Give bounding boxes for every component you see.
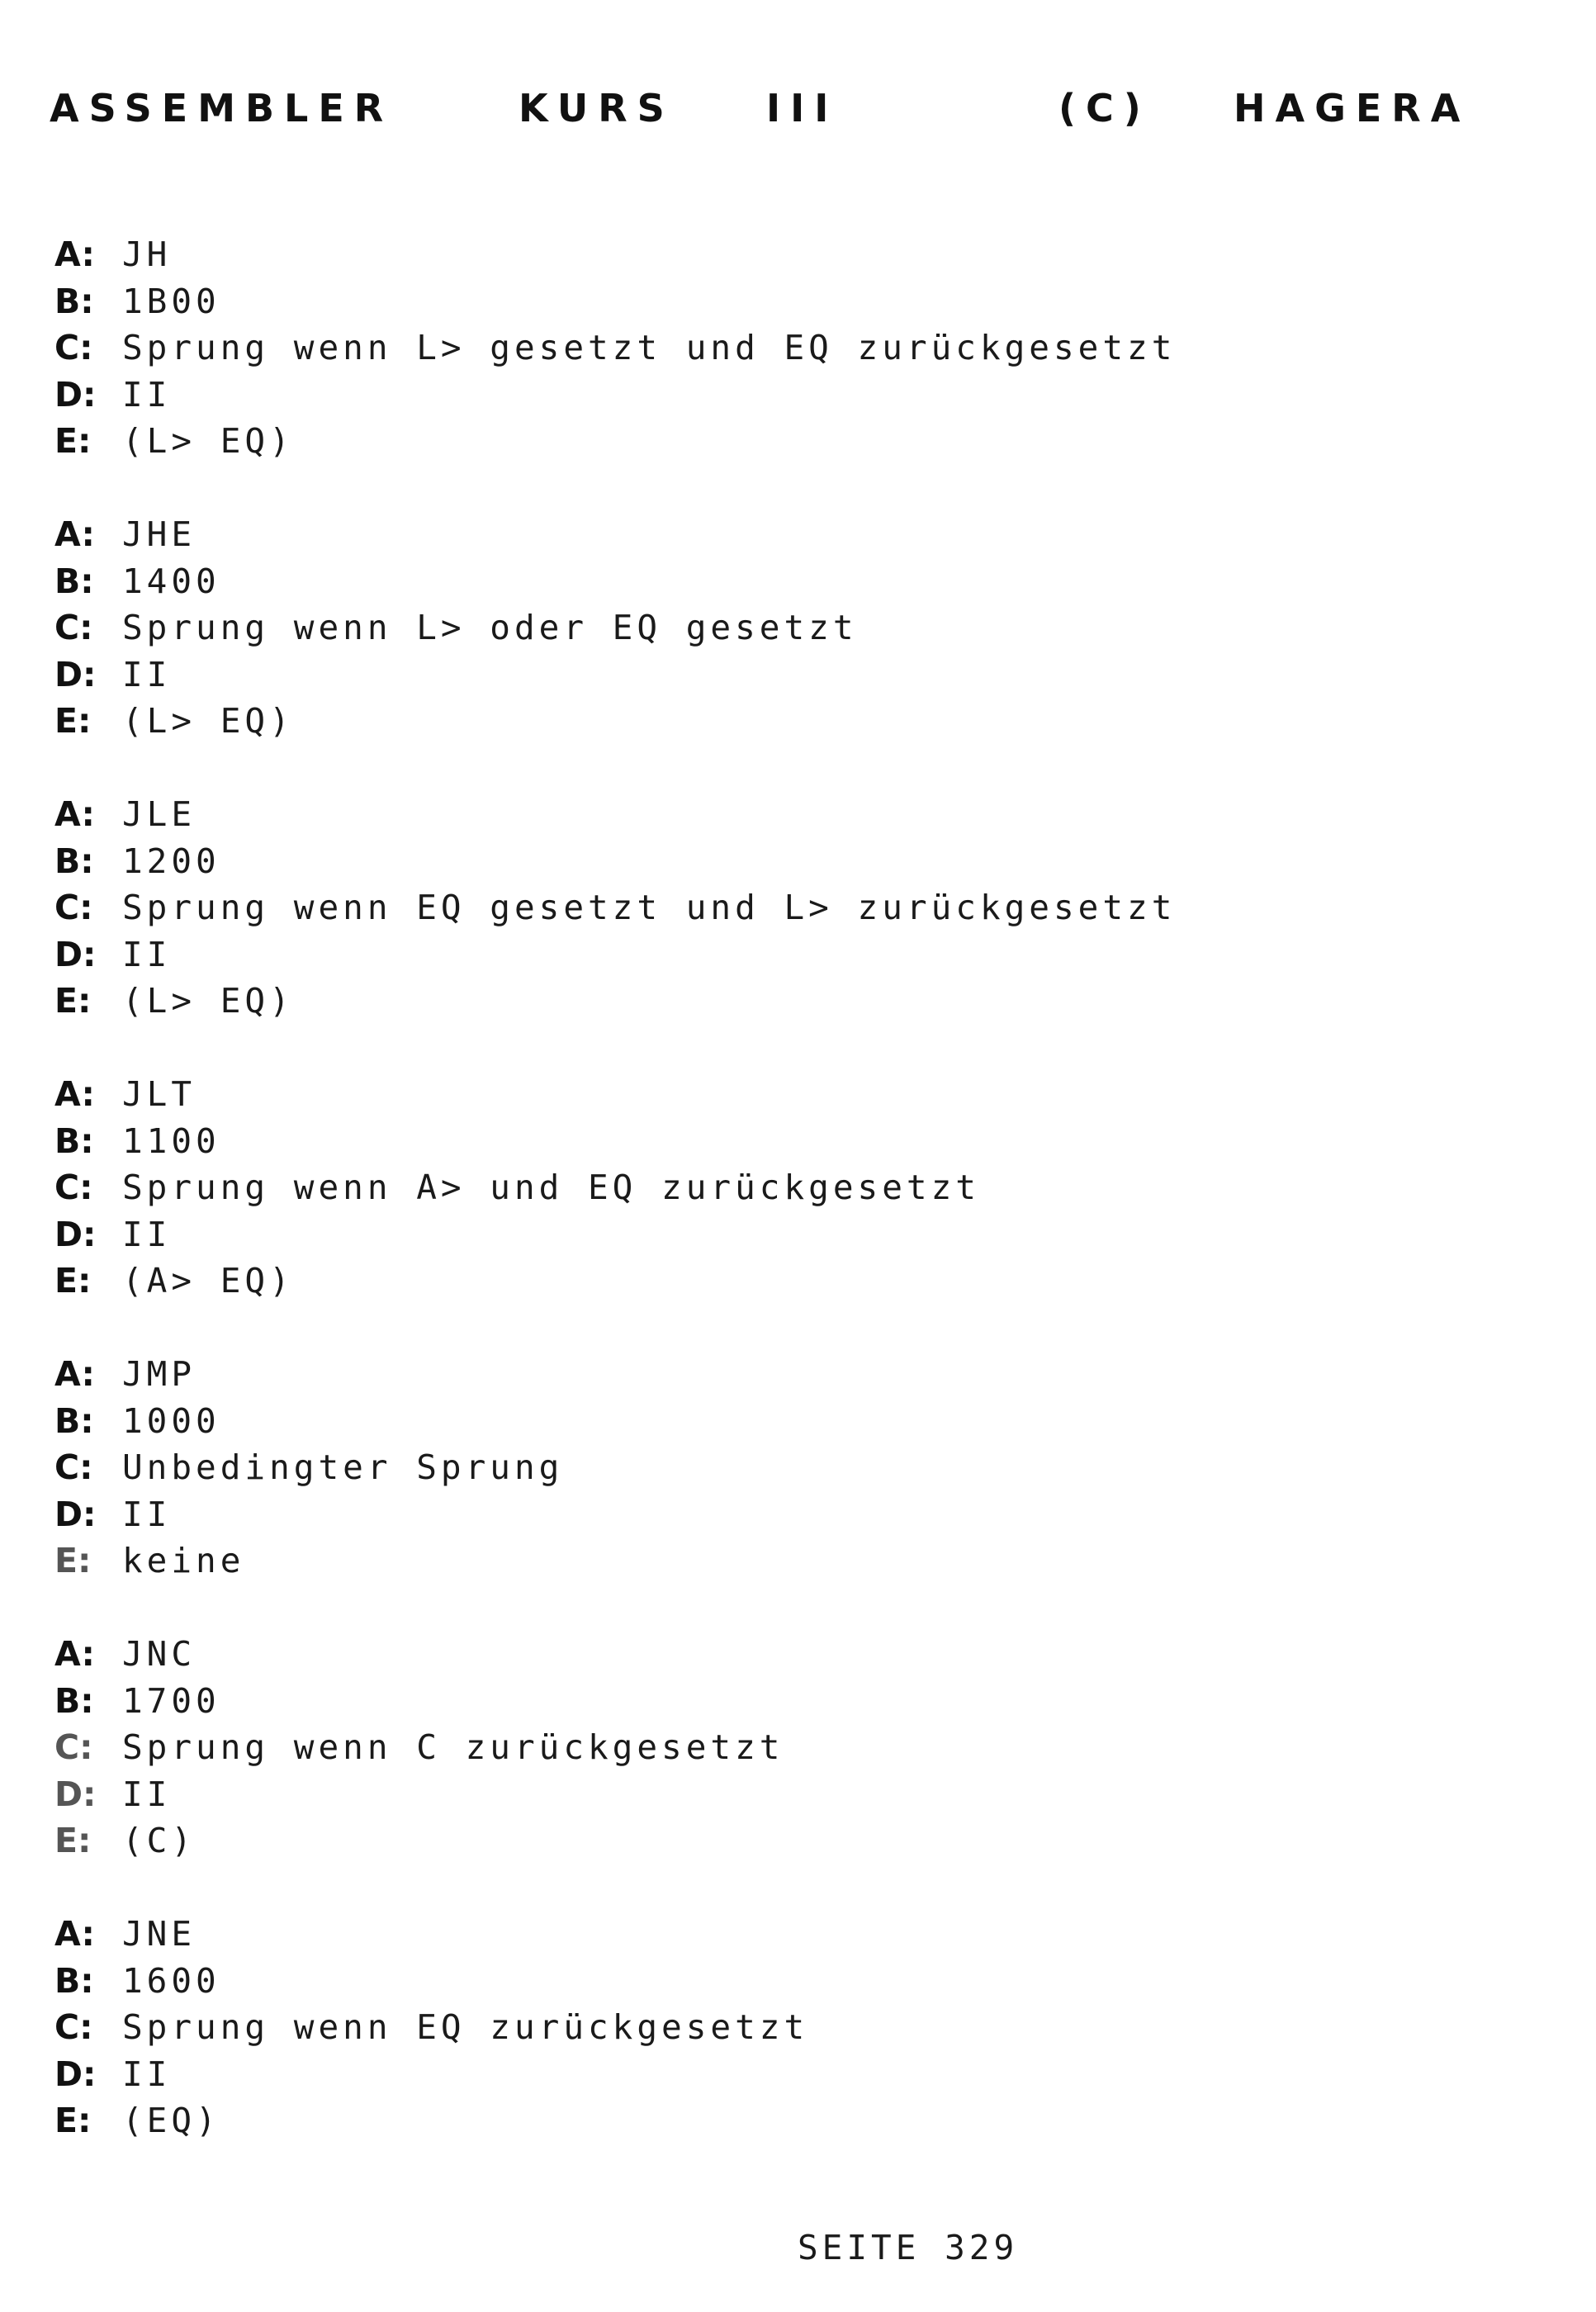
field-label-c: C:: [54, 888, 93, 928]
entry-opcode: 1400: [122, 561, 220, 601]
field-label-d: D:: [54, 1494, 97, 1534]
entry-format: II: [122, 1774, 172, 1814]
entry-description-line: [54, 1164, 1458, 1211]
entry-mnemonic-line: [54, 1351, 1458, 1398]
entry-status-bits: (A> EQ): [122, 1261, 294, 1301]
entry-format-line: [54, 931, 1458, 978]
field-label-a: A:: [54, 1354, 95, 1394]
entry-status-line: [54, 1258, 1458, 1305]
field-label-e: E:: [54, 701, 92, 741]
entry-description-line: [54, 1724, 1458, 1771]
field-label-b: B:: [54, 1960, 94, 2001]
field-label-d: D:: [54, 654, 97, 694]
entry-description: Sprung wenn C zurückgesetzt: [122, 1727, 784, 1768]
instruction-entry-jh: [54, 231, 1458, 511]
field-label-a: A:: [54, 794, 95, 834]
entry-opcode: 1600: [122, 1960, 220, 2001]
entry-description-line: [54, 1444, 1458, 1491]
entry-opcode-line: [54, 1398, 1458, 1445]
header-copyright: (C): [1058, 86, 1151, 130]
field-label-d: D:: [54, 374, 97, 415]
instruction-entry-jhe: [54, 511, 1458, 791]
entry-format-line: [54, 1491, 1458, 1538]
field-label-e: E:: [54, 981, 92, 1021]
field-label-b: B:: [54, 561, 94, 601]
entry-description: Sprung wenn L> oder EQ gesetzt: [122, 608, 858, 648]
field-label-b: B:: [54, 841, 94, 881]
entry-format-line: [54, 1771, 1458, 1818]
entry-opcode-line: [54, 1118, 1458, 1165]
field-label-a: A:: [54, 1074, 95, 1114]
field-label-b: B:: [54, 1120, 94, 1161]
entry-status-bits: (C): [122, 1821, 197, 1861]
field-label-c: C:: [54, 2007, 93, 2048]
entry-format-line: [54, 2051, 1458, 2098]
entry-description-line: [54, 604, 1458, 651]
entry-format: II: [122, 2054, 172, 2094]
entry-opcode-line: [54, 558, 1458, 605]
entry-mnemonic-line: [54, 1631, 1458, 1678]
field-label-a: A:: [54, 1914, 95, 1954]
field-label-c: C:: [54, 1727, 93, 1768]
entry-format: II: [122, 654, 172, 694]
field-label-e: E:: [54, 421, 92, 462]
field-label-d: D:: [54, 1214, 97, 1254]
field-label-d: D:: [54, 934, 97, 974]
entry-status-bits: (L> EQ): [122, 421, 294, 462]
entry-format: II: [122, 374, 172, 415]
entry-mnemonic-line: [54, 1911, 1458, 1958]
field-label-a: A:: [54, 514, 95, 554]
entry-status-line: [54, 1537, 1458, 1585]
entry-opcode: 1B00: [122, 281, 220, 321]
field-label-b: B:: [54, 281, 94, 321]
header-course-number: III: [766, 86, 839, 130]
entry-mnemonic: JLE: [122, 794, 197, 834]
entry-description-line: [54, 884, 1458, 931]
entry-status-line: [54, 2097, 1458, 2144]
entry-opcode: 1700: [122, 1680, 220, 1721]
entry-mnemonic-line: [54, 1071, 1458, 1118]
header-author: HAGERA: [1234, 86, 1470, 130]
entry-format-line: [54, 651, 1458, 699]
entry-format: II: [122, 1214, 172, 1254]
entry-format: II: [122, 934, 172, 974]
entry-status-bits: (EQ): [122, 2101, 220, 2141]
field-label-c: C:: [54, 1168, 93, 1208]
instruction-entry-jnc: [54, 1631, 1458, 1911]
entry-mnemonic: JLT: [122, 1074, 197, 1114]
entry-mnemonic: JHE: [122, 514, 197, 554]
instruction-entry-jlt: [54, 1071, 1458, 1351]
entry-opcode: 1200: [122, 841, 220, 881]
entry-mnemonic: JNC: [122, 1634, 197, 1674]
field-label-c: C:: [54, 608, 93, 648]
entry-status-line: [54, 418, 1458, 465]
field-label-a: A:: [54, 1634, 95, 1674]
entry-status-bits: keine: [122, 1541, 245, 1581]
instruction-entry-jmp: [54, 1351, 1458, 1631]
entry-mnemonic: JMP: [122, 1354, 197, 1394]
entry-mnemonic: JNE: [122, 1914, 197, 1954]
field-label-d: D:: [54, 1774, 97, 1814]
entry-format: II: [122, 1494, 172, 1534]
field-label-e: E:: [54, 1261, 92, 1301]
entry-description: Sprung wenn EQ zurückgesetzt: [122, 2007, 809, 2048]
entry-status-line: [54, 1817, 1458, 1864]
entry-opcode-line: [54, 1958, 1458, 2005]
entry-mnemonic-line: [54, 791, 1458, 838]
entry-description: Sprung wenn EQ gesetzt und L> zurückgesetzt: [122, 888, 1177, 928]
page-number: SEITE 329: [798, 2228, 1019, 2267]
entry-mnemonic: JH: [122, 235, 172, 274]
entry-opcode-line: [54, 278, 1458, 325]
field-label-b: B:: [54, 1680, 94, 1721]
entry-opcode: 1000: [122, 1400, 220, 1441]
field-label-e: E:: [54, 1821, 92, 1861]
entry-status-line: [54, 978, 1458, 1025]
entry-mnemonic-line: [54, 511, 1458, 558]
field-label-c: C:: [54, 328, 93, 368]
instruction-entry-jle: [54, 791, 1458, 1071]
instruction-list: [54, 231, 1458, 2191]
instruction-entry-jne: [54, 1911, 1458, 2191]
field-label-a: A:: [54, 235, 95, 274]
entry-opcode-line: [54, 838, 1458, 885]
entry-format-line: [54, 1211, 1458, 1258]
entry-status-line: [54, 698, 1458, 745]
entry-opcode: 1100: [122, 1120, 220, 1161]
header-title: ASSEMBLER: [50, 86, 394, 130]
entry-opcode-line: [54, 1678, 1458, 1725]
entry-mnemonic-line: [54, 231, 1458, 278]
entry-status-bits: (L> EQ): [122, 981, 294, 1021]
field-label-b: B:: [54, 1400, 94, 1441]
entry-description: Unbedingter Sprung: [122, 1447, 564, 1488]
entry-description-line: [54, 325, 1458, 372]
entry-status-bits: (L> EQ): [122, 701, 294, 741]
field-label-d: D:: [54, 2054, 97, 2094]
page-header: [50, 86, 1527, 135]
entry-description: Sprung wenn L> gesetzt und EQ zurückgesetzt: [122, 328, 1177, 368]
field-label-e: E:: [54, 1541, 92, 1581]
header-course: KURS: [519, 86, 675, 130]
entry-description: Sprung wenn A> und EQ zurückgesetzt: [122, 1168, 980, 1208]
entry-format-line: [54, 372, 1458, 419]
field-label-c: C:: [54, 1447, 93, 1488]
field-label-e: E:: [54, 2101, 92, 2141]
entry-description-line: [54, 2004, 1458, 2051]
